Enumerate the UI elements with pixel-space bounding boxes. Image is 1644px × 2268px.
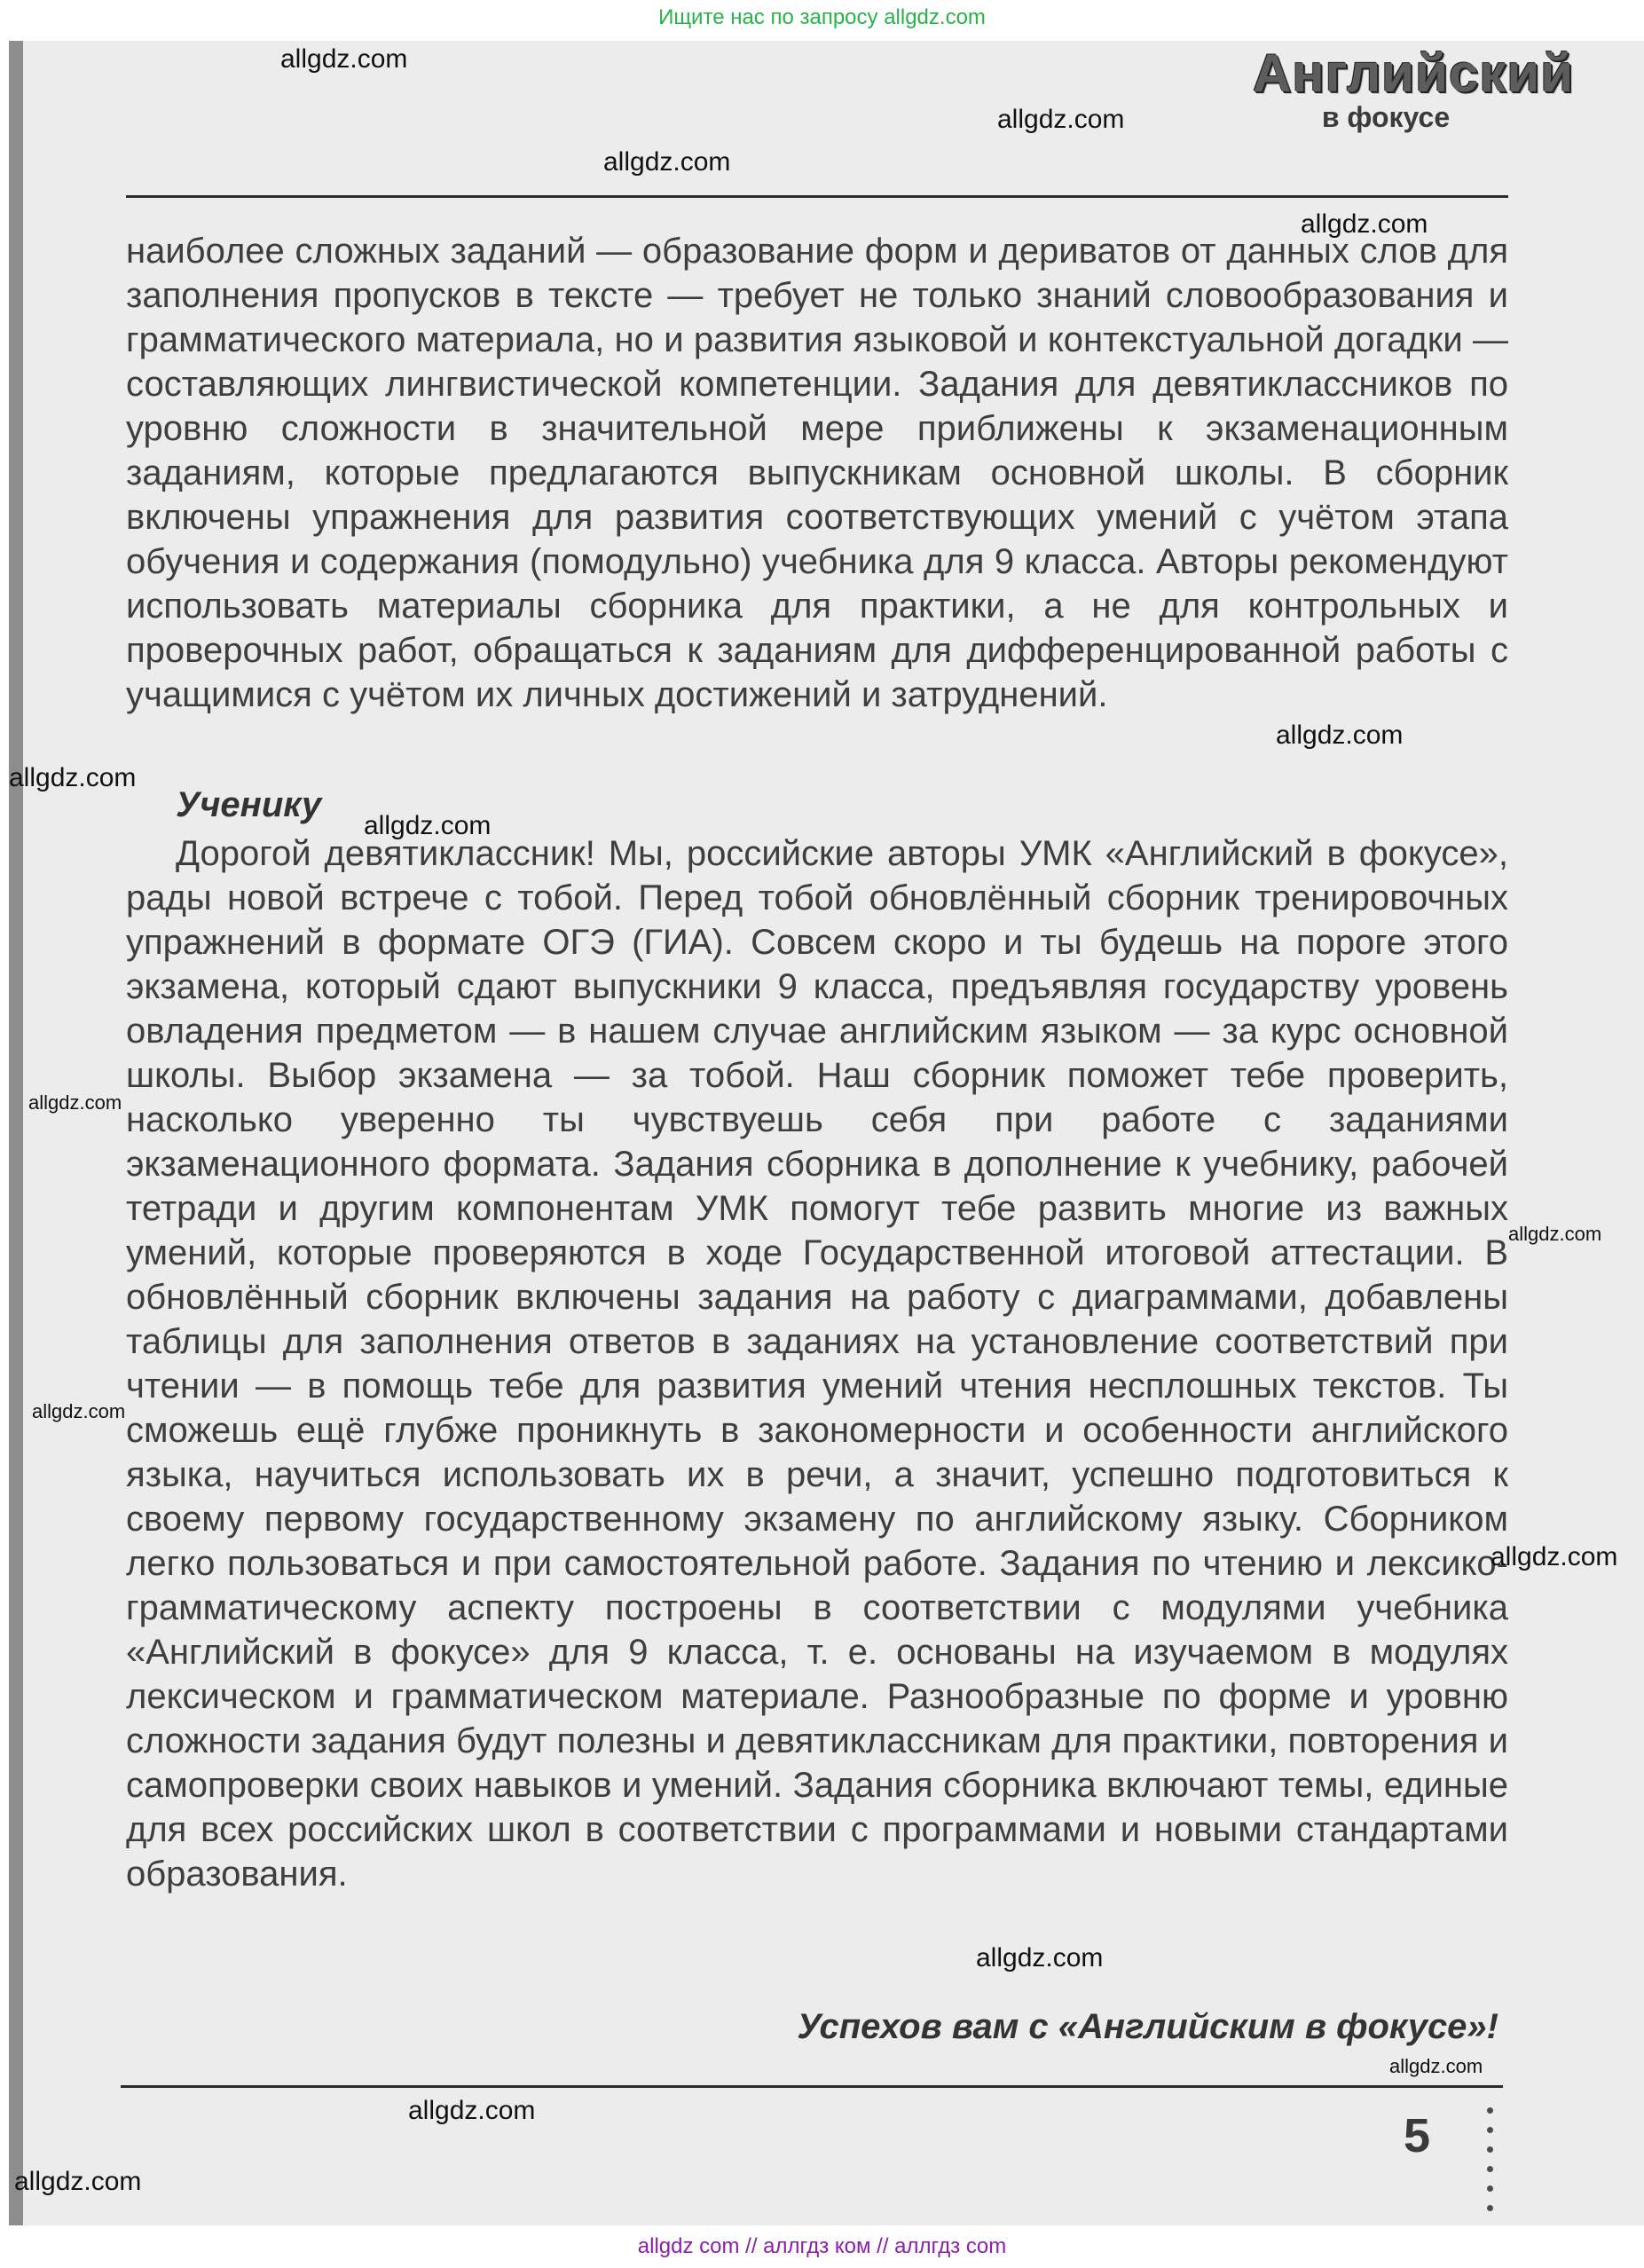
- watermark: allgdz.com: [997, 105, 1125, 134]
- watermark: allgdz.com: [1389, 2055, 1483, 2077]
- watermark: allgdz.com: [1301, 209, 1428, 239]
- watermark: allgdz.com: [1491, 1542, 1618, 1571]
- scan-edge: [9, 41, 23, 2225]
- logo-subtitle: в фокусе: [1321, 101, 1451, 133]
- book-logo: [1253, 43, 1575, 133]
- paragraph-intro-text: наиболее сложных заданий — образование форм и дериватов от данных слов для заполнения пропусков в тексте — требует не только знаний словообразования и грамматического материала, но и развития языковой и контекстуальной догадки — составляющих лингвистической компетенции. Задания для девятиклассников по уровню сложности в значительной мере приближены к экзаменационным заданиям, которые предлагаются выпускникам основной школы. В сборник включены упражнения для развития соответствующих умений с учётом этапа обучения и содержания (помодульно) учебника для 9 класса. Авторы рекомендуют использовать материалы сборника для практики, а не для контрольных и проверочных работ, обращаться к заданиям для дифференцированной работы с учащимися с учётом их личных достижений и затруднений.: [126, 232, 1508, 714]
- paragraph-student: [126, 831, 1508, 1896]
- page-dot: [1487, 2146, 1493, 2153]
- watermark: allgdz.com: [408, 2096, 536, 2125]
- paragraph-student-text: Дорогой девятиклассник! Мы, российские авторы УМК «Английский в фокусе», рады новой встрече с тобой. Перед тобой обновлённый сборник тренировочных упражнений в формате ОГЭ (ГИА). Совсем скоро и ты будешь на пороге этого экзамена, который сдают выпускники 9 класса, предъявляя государству уровень овладения предметом — в нашем случае английским языком — за курс основной школы. Выбор экзамена — за тобой. Наш сборник поможет тебе проверить, насколько уверенно ты чувствуешь себя при работе с заданиями экзаменационного формата. Задания сборника в дополнение к учебнику, рабочей тетради и другим компонентам УМК помогут тебе развить многие из важных умений, которые проверяются в ходе Государственной итоговой аттестации. В обновлённый сборник включены задания на работу с диаграммами, добавлены таблицы для заполнения ответов в заданиях на установление соответствий при чтении — в помощь тебе для развития умений чтения несплошных текстов. Ты сможешь ещё глубже проникнуть в закономерности и особенности английского языка, научиться использовать их в речи, а значит, успешно подготовиться к своему первому государственному экзамену по английскому языку. Сборником легко пользоваться и при самостоятельной работе. Задания по чтению и лексико-грамматическому аспекту построены в соответствии с модулями учебника «Английский в фокусе» для 9 класса, т. е. основаны на изучаемом в модулях лексическом и грамматическом материале. Разнообразные по форме и уровню сложности задания будут полезны и девятиклассникам для практики, повторения и самопроверки своих навыков и умений. Задания сборника включают темы, единые для всех российских школ в соответствии с программами и новыми стандартами образования.: [126, 834, 1508, 1894]
- watermark: allgdz.com: [976, 1943, 1104, 1973]
- watermark: allgdz.com: [1276, 721, 1404, 750]
- logo-title: Английский: [1253, 43, 1575, 103]
- top-banner[interactable]: Ищите нас по запросу allgdz.com: [0, 0, 1644, 39]
- watermark: allgdz.com: [28, 1091, 122, 1114]
- page-dot: [1487, 2185, 1493, 2192]
- footer-rule: [121, 2085, 1503, 2088]
- page-dot: [1487, 2166, 1493, 2172]
- watermark: allgdz.com: [1508, 1223, 1602, 1245]
- watermark: allgdz.com: [280, 44, 408, 74]
- closing-line: Успехов вам с «Английским в фокусе»!: [797, 2007, 1498, 2046]
- watermark: allgdz.com: [9, 763, 137, 792]
- page-dot: [1487, 2205, 1493, 2211]
- watermark: allgdz.com: [32, 1400, 126, 1422]
- section-heading: Ученику: [176, 785, 322, 824]
- watermark: allgdz.com: [14, 2167, 142, 2196]
- header-rule: [126, 195, 1508, 198]
- footer-banner[interactable]: allgdz com // аллгдз ком // аллгдз com: [0, 2229, 1644, 2268]
- page-dot: [1487, 2127, 1493, 2133]
- watermark: allgdz.com: [603, 147, 731, 177]
- watermark: allgdz.com: [364, 811, 492, 840]
- page-number: 5: [1404, 2109, 1431, 2162]
- paragraph-intro: [126, 229, 1508, 717]
- page-dot: [1487, 2107, 1493, 2114]
